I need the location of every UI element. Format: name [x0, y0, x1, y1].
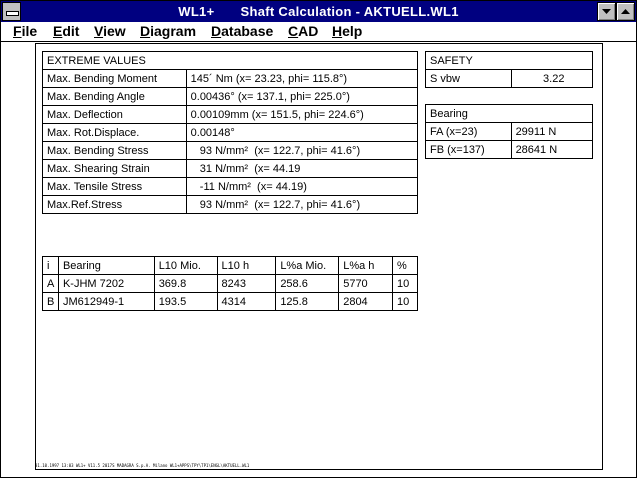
table-row [43, 160, 418, 178]
table-row [43, 70, 418, 88]
table-row [43, 124, 418, 142]
table-cell: A [43, 275, 59, 293]
extreme-label: Max. Tensile Stress [43, 178, 187, 196]
table-cell: 369.8 [154, 275, 217, 293]
table-row [426, 123, 593, 141]
column-header: L%a Mio. [276, 257, 339, 275]
table-row [43, 293, 418, 311]
extreme-values-header-row [43, 52, 418, 70]
table-cell: 4314 [217, 293, 276, 311]
table-row [43, 88, 418, 106]
table-row [43, 178, 418, 196]
bearing-forces-header: Bearing [426, 105, 593, 123]
menu-edit[interactable]: Edit [53, 23, 80, 39]
safety-label: S vbw [426, 70, 512, 88]
table-row [43, 196, 418, 214]
title-bar[interactable] [1, 1, 636, 22]
table-cell: 5770 [339, 275, 393, 293]
menu-diagram[interactable]: Diagram [140, 23, 197, 39]
menu-view[interactable]: View [94, 23, 126, 39]
document-page [35, 43, 603, 470]
safety-value: 3.22 [511, 70, 592, 88]
menu-help[interactable]: Help [332, 23, 363, 39]
column-header: L10 Mio. [154, 257, 217, 275]
extreme-label: Max. Bending Angle [43, 88, 187, 106]
table-row [43, 142, 418, 160]
extreme-value: 145´ Nm (x= 23.23, phi= 115.8°) [186, 70, 417, 88]
safety-header-row [426, 52, 593, 70]
table-cell: 10 [393, 293, 418, 311]
table-cell: 193.5 [154, 293, 217, 311]
menu-bar [1, 22, 636, 42]
extreme-label: Max.Ref.Stress [43, 196, 187, 214]
column-header: Bearing [58, 257, 154, 275]
table-cell: 258.6 [276, 275, 339, 293]
app-title: WL1+ [178, 4, 215, 19]
table-cell: 2804 [339, 293, 393, 311]
page-footer: 31.10.1997 13:03 WL1+ V11.5 2017S MADAGRA S.p.A. Milano WL1+APPS\TPY\TP1\ENGL\AKTUELL.WL1 [35, 463, 250, 468]
bearing-forces-table [425, 104, 593, 159]
minimize-button[interactable] [597, 2, 616, 21]
bearing-force-label: FA (x=23) [426, 123, 512, 141]
extreme-value: 0.00148° [186, 124, 417, 142]
extreme-value: 0.00109mm (x= 151.5, phi= 224.6°) [186, 106, 417, 124]
extreme-label: Max. Bending Stress [43, 142, 187, 160]
menu-database[interactable]: Database [211, 23, 274, 39]
bearing-force-value: 29911 N [511, 123, 592, 141]
document-title: Shaft Calculation - AKTUELL.WL1 [240, 4, 459, 19]
table-row [43, 275, 418, 293]
column-header: L%a h [339, 257, 393, 275]
minimize-arrow-icon [602, 9, 611, 15]
extreme-values-header: EXTREME VALUES [43, 52, 418, 70]
extreme-values-table [42, 51, 418, 214]
extreme-label: Max. Bending Moment [43, 70, 187, 88]
table-cell: 125.8 [276, 293, 339, 311]
extreme-value: -11 N/mm² (x= 44.19) [186, 178, 417, 196]
safety-table [425, 51, 593, 88]
extreme-label: Max. Shearing Strain [43, 160, 187, 178]
bearing-life-header-row [43, 257, 418, 275]
maximize-button[interactable] [616, 2, 635, 21]
extreme-value: 0.00436° (x= 137.1, phi= 225.0°) [186, 88, 417, 106]
window-title [1, 4, 636, 19]
table-cell: JM612949-1 [58, 293, 154, 311]
bearing-forces-header-row [426, 105, 593, 123]
bearing-force-label: FB (x=137) [426, 141, 512, 159]
extreme-value: 93 N/mm² (x= 122.7, phi= 41.6°) [186, 142, 417, 160]
maximize-arrow-icon [621, 9, 630, 15]
safety-header: SAFETY [426, 52, 593, 70]
bearing-force-value: 28641 N [511, 141, 592, 159]
table-cell: K-JHM 7202 [58, 275, 154, 293]
table-row [43, 106, 418, 124]
extreme-value: 93 N/mm² (x= 122.7, phi= 41.6°) [186, 196, 417, 214]
table-cell: 8243 [217, 275, 276, 293]
menu-cad[interactable]: CAD [288, 23, 319, 39]
extreme-label: Max. Rot.Displace. [43, 124, 187, 142]
table-row [426, 141, 593, 159]
column-header: L10 h [217, 257, 276, 275]
column-header: i [43, 257, 59, 275]
extreme-value: 31 N/mm² (x= 44.19 [186, 160, 417, 178]
table-cell: B [43, 293, 59, 311]
bearing-life-table [42, 256, 418, 311]
table-cell: 10 [393, 275, 418, 293]
menu-file[interactable]: File [13, 23, 38, 39]
extreme-label: Max. Deflection [43, 106, 187, 124]
table-row [426, 70, 593, 88]
column-header: % [393, 257, 418, 275]
